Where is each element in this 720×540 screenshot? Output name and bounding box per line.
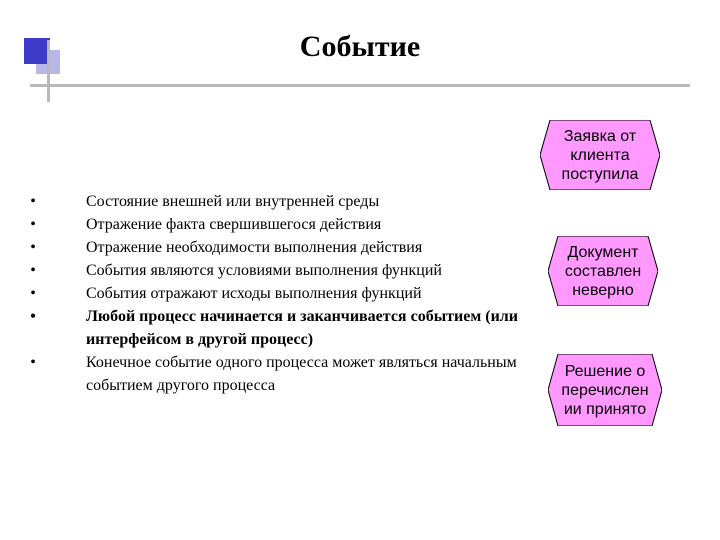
event-label-line: поступила	[561, 165, 639, 183]
bullet-marker: •	[30, 354, 36, 371]
slide-title: Событие	[299, 30, 421, 63]
bullet-text: Любой процесс начинается и заканчивается событием (или интерфейсом в другой процесс)	[86, 308, 518, 348]
bullet-item	[28, 305, 518, 351]
event-label	[540, 120, 660, 190]
bullet-item	[28, 213, 518, 236]
bullet-item	[28, 351, 518, 397]
bullet-item	[28, 259, 518, 282]
bullet-marker: •	[30, 308, 36, 325]
bullet-item	[28, 236, 518, 259]
event-hexagon-document-wrong	[548, 236, 658, 306]
event-label-line: Решение о	[564, 362, 646, 380]
event-label-line: перечислен	[561, 381, 649, 399]
event-hexagon-decision-accepted	[548, 354, 662, 426]
bullet-list	[28, 190, 518, 397]
bullet-text: События являются условиями выполнения функций	[86, 262, 442, 279]
bullet-item	[28, 190, 518, 213]
bullet-marker: •	[30, 262, 36, 279]
event-label-line: составлен	[564, 262, 642, 280]
event-label	[548, 236, 658, 306]
event-label-line: Заявка от	[563, 127, 637, 145]
bullet-text: Состояние внешней или внутренней среды	[86, 193, 380, 210]
bullet-marker: •	[30, 239, 36, 256]
bullet-item	[28, 282, 518, 305]
bullet-text: Отражение факта свершившегося действия	[86, 216, 382, 233]
event-label-line: неверно	[572, 281, 634, 299]
event-label-line: клиента	[570, 146, 630, 164]
decor-horizontal-rule	[30, 84, 690, 87]
event-hexagon-request-received	[540, 120, 660, 190]
bullet-text: Конечное событие одного процесса может являться начальным событием другого процесса	[86, 354, 517, 394]
bullet-text: События отражают исходы выполнения функций	[86, 285, 422, 302]
bullet-text: Отражение необходимости выполнения действия	[86, 239, 423, 256]
event-label-line: Документ	[567, 243, 639, 261]
bullet-marker: •	[30, 216, 36, 233]
event-label-line: ии принято	[563, 400, 647, 418]
event-label	[548, 354, 662, 426]
bullet-marker: •	[30, 285, 36, 302]
bullet-marker: •	[30, 193, 36, 210]
